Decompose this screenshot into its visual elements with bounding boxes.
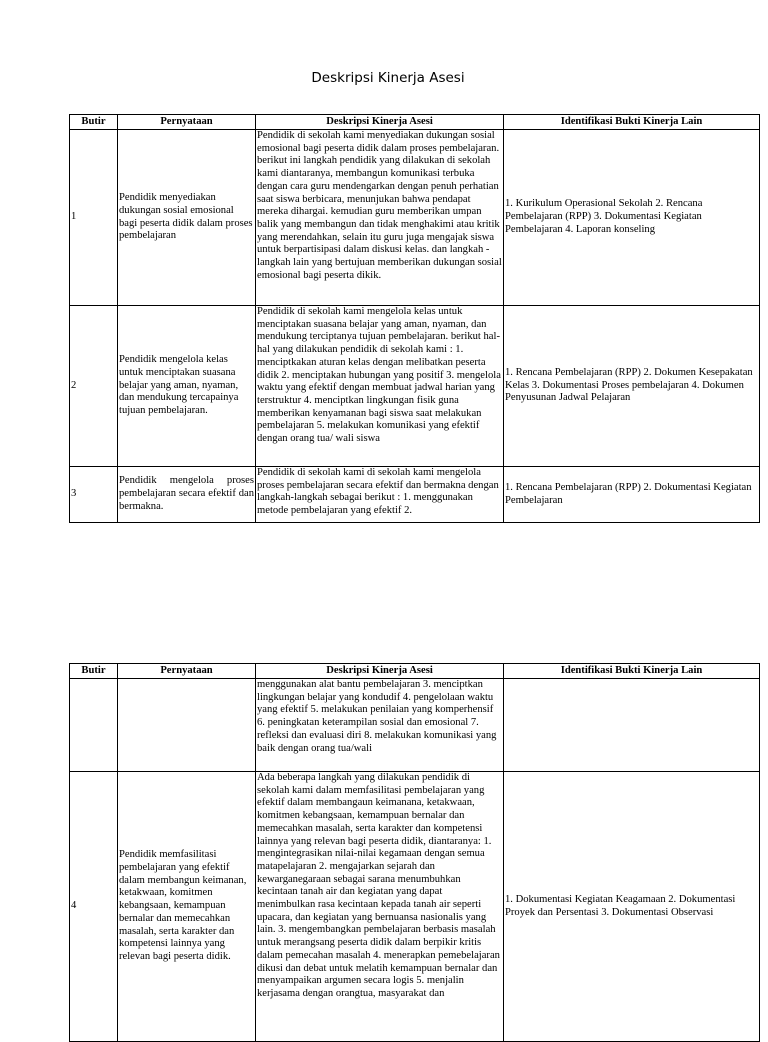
assessment-table-page-1: [69, 114, 760, 523]
table-row: [70, 467, 760, 523]
assessment-table-page-2: [69, 663, 760, 1042]
cell-bukti: 1. Rencana Pembelajaran (RPP) 2. Dokumentasi Kegiatan Pembelajaran: [504, 467, 760, 523]
table-row: [70, 679, 760, 772]
cell-bukti: 1. Rencana Pembelajaran (RPP) 2. Dokumen Kesepakatan Kelas 3. Dokumentasi Proses pembelajaran 4. Dokumen Penyusunan Jadwal Pelajaran: [504, 306, 760, 467]
cell-pernyataan: Pendidik mengelola proses pembelajaran secara efektif dan bermakna.: [118, 467, 256, 523]
cell-bukti: 1. Dokumentasi Kegiatan Keagamaan 2. Dokumentasi Proyek dan Persentasi 3. Dokumentasi Observasi: [504, 772, 760, 1042]
cell-butir: 2: [70, 306, 118, 467]
cell-deskripsi: Pendidik di sekolah kami menyediakan dukungan sosial emosional bagi peserta didik dalam proses pembelajaran. berikut ini langkah pendidik yang dilakukan di sekolah kami diantaranya, membangun komunikasi terbuka dengan cara guru mendengarkan dengan penuh perhatian saat siswa berbicara, menunjukan bahwa pendapat mereka dihargai. kemudian guru memberikan umpan balik yang membangun dan tidak menghakimi atau kritik yang merendahkan, selain itu guru juga mengajak siswa untuk berpartisipasi dalam diskusi kelas. dan langkah -langkah lain yang bertujuan memberikan dukungan sosial emosional bagi peserta dikik.: [256, 130, 504, 306]
cell-butir: 1: [70, 130, 118, 306]
header-deskripsi: Deskripsi Kinerja Asesi: [256, 664, 504, 679]
cell-butir: [70, 679, 118, 772]
cell-pernyataan: Pendidik mengelola kelas untuk menciptakan suasana belajar yang aman, nyaman, dan mendukung tercapainya tujuan pembelajaran.: [118, 306, 256, 467]
header-butir: Butir: [70, 664, 118, 679]
cell-deskripsi: Pendidik di sekolah kami di sekolah kami mengelola proses pembelajaran secara efektif dan bermakna dengan langkah-langkah sebagai berikut : 1. menggunakan metode pembelajaran yang efektif 2.: [256, 467, 504, 523]
table-row: [70, 306, 760, 467]
cell-bukti: [504, 679, 760, 772]
cell-bukti: 1. Kurikulum Operasional Sekolah 2. Rencana Pembelajaran (RPP) 3. Dokumentasi Kegiatan Pembelajaran 4. Laporan konseling: [504, 130, 760, 306]
header-bukti: Identifikasi Bukti Kinerja Lain: [504, 115, 760, 130]
table-row: [70, 772, 760, 1042]
table-header-row: [70, 664, 760, 679]
cell-deskripsi: Pendidik di sekolah kami mengelola kelas untuk menciptakan suasana belajar yang aman, nyaman, dan mendukung terciptanya tujuan pembelajaran. berikut hal-hal yang dilakukan pendidik di sekolah kami : 1. menciptkakan aturan kelas dengan melibatkan peserta didik 2. menciptakan hubungan yang positif 3. mengelola waktu yang efektif dengan membuat jadwal harian yang terstruktur 4. menciptkan lingkungan fisik guna memberikan kenyamanan bagi siswa saat melakukan pembelajaran 5. melakukan komunikasi yang efektif dengan orang tua/ wali siswa: [256, 306, 504, 467]
header-pernyataan: Pernyataan: [118, 664, 256, 679]
cell-butir: 3: [70, 467, 118, 523]
header-pernyataan: Pernyataan: [118, 115, 256, 130]
table-header-row: [70, 115, 760, 130]
header-butir: Butir: [70, 115, 118, 130]
cell-deskripsi: Ada beberapa langkah yang dilakukan pendidik di sekolah kami dalam memfasilitasi pembelajaran yang efektif dalam membangaun keimanana, ketakwaan, komitmen kebangsaan, kemampuan bernalar dan memecahkan masalah, serta karakter dan kompetensi lainnya yang relevan bagi peserta didik, diantaranya: 1. mengintegrasikan nilai-nilai kegamaan dengan semua matapelajaran 2. mengajarkan sejarah dan kewarganegaraan sebagai sarana menumbuhkan kecintaan tanah air dan kegiatan yang dapat menimbulkan rasa kecintaan kepada tanah air seperti upacara, dan kegiatan yang bernuansa nasionalis yang lain. 3. mengembangkan pembelajaran berbasis masalah untuk merangsang peserta didik dalam berpikir kritis dalam pemecahan masalah 4. menerapkan pemebelajaran dikusi dan debat untuk melatih kemampuan bernalar dan menyampaikan argumen secara logis 5. menjalin kerjasama dengan orangtua, masyarakat dan: [256, 772, 504, 1042]
cell-pernyataan: Pendidik menyediakan dukungan sosial emosional bagi peserta didik dalam proses pembelajaran: [118, 130, 256, 306]
cell-pernyataan: Pendidik memfasilitasi pembelajaran yang efektif dalam membangun keimanan, ketakwaan, komitmen kebangsaan, kemampuan bernalar dan memecahkan masalah, serta karakter dan kompetensi lainnya yang relevan bagi peserta didik.: [118, 772, 256, 1042]
cell-pernyataan: [118, 679, 256, 772]
cell-butir: 4: [70, 772, 118, 1042]
header-bukti: Identifikasi Bukti Kinerja Lain: [504, 664, 760, 679]
page-title: Deskripsi Kinerja Asesi: [311, 70, 465, 86]
table-row: [70, 130, 760, 306]
cell-deskripsi: menggunakan alat bantu pembelajaran 3. menciptkan lingkungan belajar yang kondudif 4. pengelolaan waktu yang efektif 5. melakukan penilaian yang komperhensif 6. peningkatan keterampilan sosial dan emosional 7. refleksi dan evaluasi diri 8. melakukan komunikasi yang baik dengan orang tua/wali: [256, 679, 504, 772]
header-deskripsi: Deskripsi Kinerja Asesi: [256, 115, 504, 130]
